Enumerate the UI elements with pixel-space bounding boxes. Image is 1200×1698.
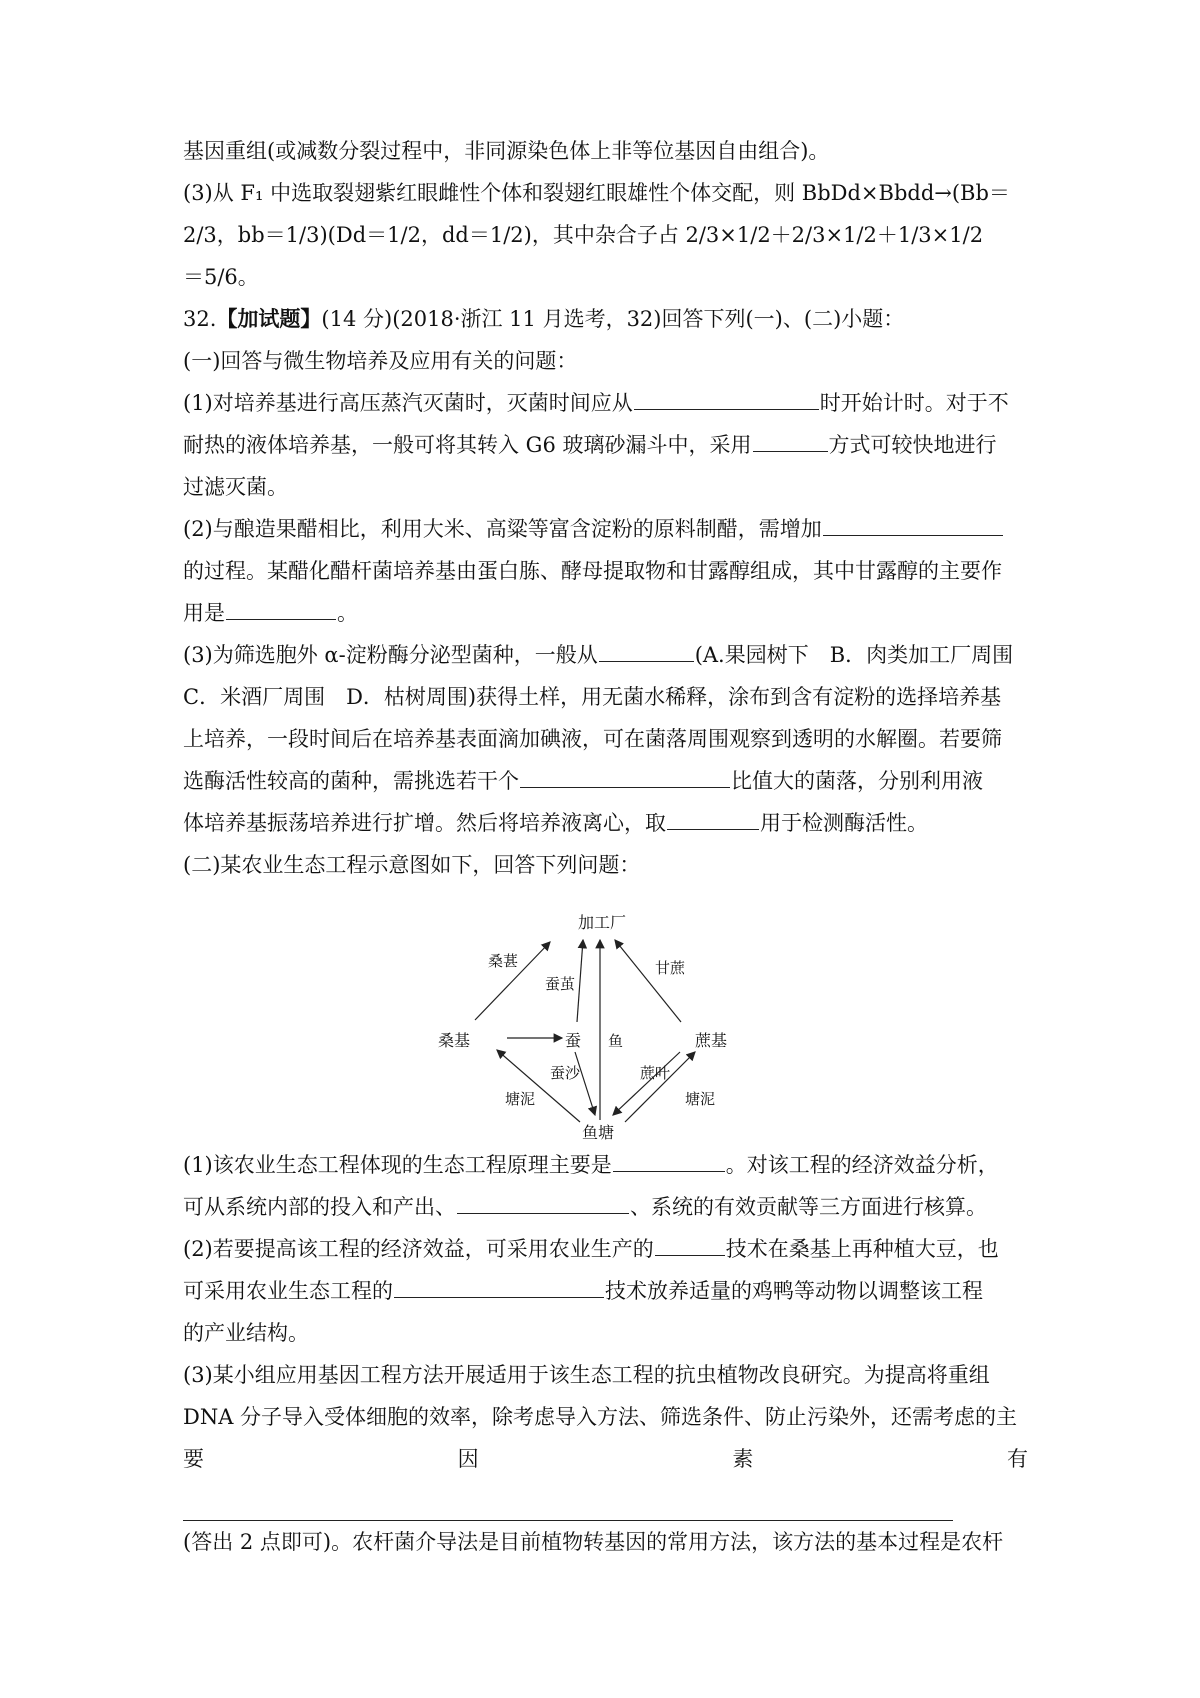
- arrow-silkworm-to-factory: [577, 940, 583, 1022]
- part-2-title: (二)某农业生态工程示意图如下，回答下列问题：: [183, 853, 641, 877]
- text-fragment: (1)对培养基进行高压蒸汽灭菌时，灭菌时间应从: [183, 391, 633, 415]
- answer-blank[interactable]: [823, 513, 1003, 536]
- answer-blank[interactable]: [655, 1233, 725, 1256]
- text-fragment: 方式可较快地进行: [828, 433, 997, 457]
- text-fragment: (2)与酿造果醋相比，利用大米、高粱等富含淀粉的原料制醋，需增加: [183, 517, 822, 541]
- text-line-spread: [183, 1438, 1028, 1480]
- text-fragment: 选酶活性较高的菌种，需挑选若干个: [183, 769, 519, 793]
- text-fragment: 耐热的液体培养基，一般可将其转入 G6 玻璃砂漏斗中，采用: [183, 433, 752, 457]
- text-line: 上培养，一段时间后在培养基表面滴加碘液，可在菌落周围观察到透明的水解圈。若要筛: [183, 727, 1002, 751]
- text-fragment: 可从系统内部的投入和产出、: [183, 1195, 456, 1219]
- label-canjian: 蚕茧: [545, 975, 576, 993]
- text-line: DNA 分子导入受体细胞的效率，除考虑导入方法、筛选条件、防止污染外，还需考虑的主: [183, 1405, 1018, 1429]
- text-fragment: 因: [457, 1447, 479, 1471]
- text-line: [183, 1144, 1028, 1186]
- answer-blank[interactable]: [634, 387, 819, 410]
- arrow-zheji-to-factory: [615, 940, 681, 1022]
- answer-blank[interactable]: [599, 639, 694, 662]
- text-line: [183, 1186, 1028, 1228]
- text-fragment: 用于检测酶活性。: [760, 811, 928, 835]
- text-line: [183, 382, 1028, 424]
- question-32-header: [183, 298, 1028, 340]
- label-zheye: 蔗叶: [640, 1064, 671, 1082]
- text-fragment: 有: [1006, 1447, 1028, 1471]
- node-sangji: 桑基: [438, 1031, 471, 1050]
- label-tangni-right: 塘泥: [685, 1090, 716, 1108]
- text-line: (答出 2 点即可)。农杆菌介导法是目前植物转基因的常用方法，该方法的基本过程是农杆: [183, 1530, 1004, 1554]
- answer-blank[interactable]: [667, 807, 759, 830]
- text-line: (3)从 F₁ 中选取裂翅紫红眼雌性个体和裂翅红眼雄性个体交配，则 BbDd×Bbdd→(Bb＝: [183, 181, 1010, 205]
- node-factory: 加工厂: [578, 913, 627, 932]
- text-fragment: (2)若要提高该工程的经济效益，可采用农业生产的: [183, 1237, 654, 1261]
- text-line: 2/3，bb＝1/3)(Dd＝1/2，dd＝1/2)，其中杂合子占 2/3×1/2＋2/3×1/2＋1/3×1/2: [183, 223, 984, 247]
- text-line: 过滤灭菌。: [183, 475, 288, 499]
- answer-blank[interactable]: [753, 429, 828, 452]
- text-line: (3)某小组应用基因工程方法开展适用于该生态工程的抗虫植物改良研究。为提高将重组: [183, 1363, 990, 1387]
- ecology-diagram: [438, 900, 745, 1142]
- text-line: [183, 1228, 1028, 1270]
- label-yu: 鱼: [608, 1032, 624, 1050]
- text-fragment: 。对该工程的经济效益分析，: [725, 1153, 999, 1177]
- text-fragment: 素: [732, 1447, 754, 1471]
- answer-blank[interactable]: [226, 597, 336, 620]
- label-sangshen: 桑葚: [488, 952, 519, 970]
- text-line: [183, 1270, 1028, 1312]
- text-fragment: 时开始计时。对于不: [819, 391, 1009, 415]
- answer-blank[interactable]: [520, 765, 730, 788]
- document-page-lower: [183, 1144, 1028, 1563]
- text-fragment: (3)为筛选胞外 α-淀粉酶分泌型菌种，一般从: [183, 643, 598, 667]
- text-line: 的产业结构。: [183, 1321, 309, 1345]
- text-line: C．米酒厂周围 D．枯树周围)获得土样，用无菌水稀释，涂布到含有淀粉的选择培养基: [183, 685, 1002, 709]
- text-line: [183, 592, 1028, 634]
- text-fragment: 体培养基振荡培养进行扩增。然后将培养液离心，取: [183, 811, 666, 835]
- answer-blank[interactable]: [613, 1149, 725, 1172]
- answer-blank[interactable]: [183, 1480, 953, 1521]
- node-fishpond: 鱼塘: [582, 1123, 615, 1142]
- question-number: 32.: [183, 307, 217, 331]
- part-1-title: (一)回答与微生物培养及应用有关的问题：: [183, 349, 578, 373]
- text-line: [183, 634, 1028, 676]
- document-page: [183, 130, 1028, 886]
- answer-blank[interactable]: [394, 1275, 604, 1298]
- node-zheji: 蔗基: [695, 1031, 728, 1050]
- label-tangni-left: 塘泥: [505, 1090, 536, 1108]
- text-line: 的过程。某醋化醋杆菌培养基由蛋白胨、酵母提取物和甘露醇组成，其中甘露醇的主要作: [183, 559, 1002, 583]
- text-line: [183, 508, 1028, 550]
- text-fragment: (A.果园树下 B．肉类加工厂周围: [694, 643, 1014, 667]
- answer-blank[interactable]: [457, 1191, 629, 1214]
- text-fragment: 、系统的有效贡献等三方面进行核算。: [630, 1195, 987, 1219]
- label-ganzhe: 甘蔗: [655, 959, 686, 977]
- text-fragment: 比值大的菌落，分别利用液: [731, 769, 983, 793]
- question-tag: 【加试题】: [216, 306, 322, 331]
- text-line: [183, 760, 1028, 802]
- text-fragment: 用是: [183, 601, 225, 625]
- arrow-pond-to-sangji: [497, 1050, 580, 1122]
- label-cansha: 蚕沙: [550, 1064, 581, 1082]
- text-fragment: 。: [337, 601, 358, 625]
- text-fragment: 技术在桑基上再种植大豆，也: [725, 1237, 999, 1261]
- text-fragment: 可采用农业生态工程的: [183, 1279, 393, 1303]
- text-line: ＝5/6。: [183, 265, 259, 289]
- text-fragment: 要: [183, 1447, 204, 1471]
- text-line: [183, 424, 1028, 466]
- text-fragment: (1)该农业生态工程体现的生态工程原理主要是: [183, 1153, 612, 1177]
- text-line: [183, 802, 1028, 844]
- node-silkworm: 蚕: [565, 1031, 582, 1050]
- question-info: (14 分)(2018·浙江 11 月选考，32)回答下列(一)、(二)小题：: [321, 307, 905, 331]
- text-fragment: 技术放养适量的鸡鸭等动物以调整该工程: [605, 1279, 983, 1303]
- text-line: 基因重组(或减数分裂过程中，非同源染色体上非等位基因自由组合)。: [183, 139, 830, 163]
